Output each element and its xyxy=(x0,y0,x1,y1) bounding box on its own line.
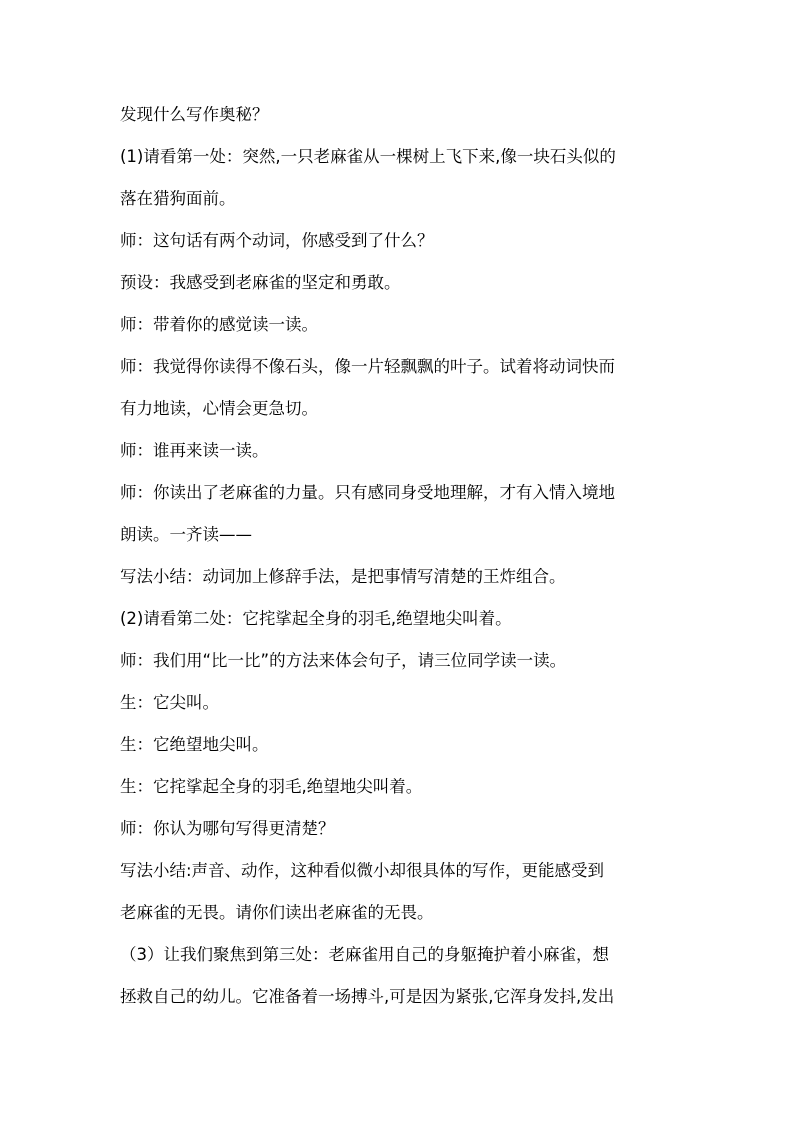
text-line: （3）让我们聚焦到第三处：老麻雀用自己的身躯掩护着小麻雀，想 xyxy=(120,945,609,964)
text-line: 师：你认为哪句写得更清楚？ xyxy=(120,819,335,838)
text-line: 师：你读出了老麻雀的力量。只有感同身受地理解，才有入情入境地 xyxy=(120,483,615,502)
text-line: 师：带着你的感觉读一读。 xyxy=(120,315,318,334)
text-line: 师：我们用“比一比”的方法来体会句子，请三位同学读一读。 xyxy=(120,651,567,670)
text-line: 写法小结:声音、动作，这种看似微小却很具体的写作，更能感受到 xyxy=(120,861,605,880)
text-line: 朗读。一齐读—— xyxy=(120,525,252,544)
text-line: 生：它绝望地尖叫。 xyxy=(120,735,269,754)
text-line: (1)请看第一处：突然,一只老麻雀从一棵树上飞下来,像一块石头似的 xyxy=(120,147,616,166)
text-line: 写法小结：动词加上修辞手法，是把事情写清楚的王炸组合。 xyxy=(120,567,566,586)
text-line: 有力地读，心情会更急切。 xyxy=(120,399,318,418)
text-line: 预设：我感受到老麻雀的坚定和勇敢。 xyxy=(120,273,401,292)
text-line: 老麻雀的无畏。请你们读出老麻雀的无畏。 xyxy=(120,903,434,922)
text-line: 发现什么写作奥秘？ xyxy=(120,105,269,124)
text-line: 生：它挓挲起全身的羽毛,绝望地尖叫着。 xyxy=(120,777,423,796)
text-line: 拯救自己的幼儿。它准备着一场搏斗,可是因为紧张,它浑身发抖,发出 xyxy=(120,987,615,1006)
text-line: 师：这句话有两个动词，你感受到了什么？ xyxy=(120,231,434,250)
text-line: 生：它尖叫。 xyxy=(120,693,219,712)
text-line: (2)请看第二处：它挓挲起全身的羽毛,绝望地尖叫着。 xyxy=(120,609,512,628)
text-line: 落在猎狗面前。 xyxy=(120,189,236,208)
text-line: 师：谁再来读一读。 xyxy=(120,441,269,460)
text-line: 师：我觉得你读得不像石头，像一片轻飘飘的叶子。试着将动词快而 xyxy=(120,357,615,376)
